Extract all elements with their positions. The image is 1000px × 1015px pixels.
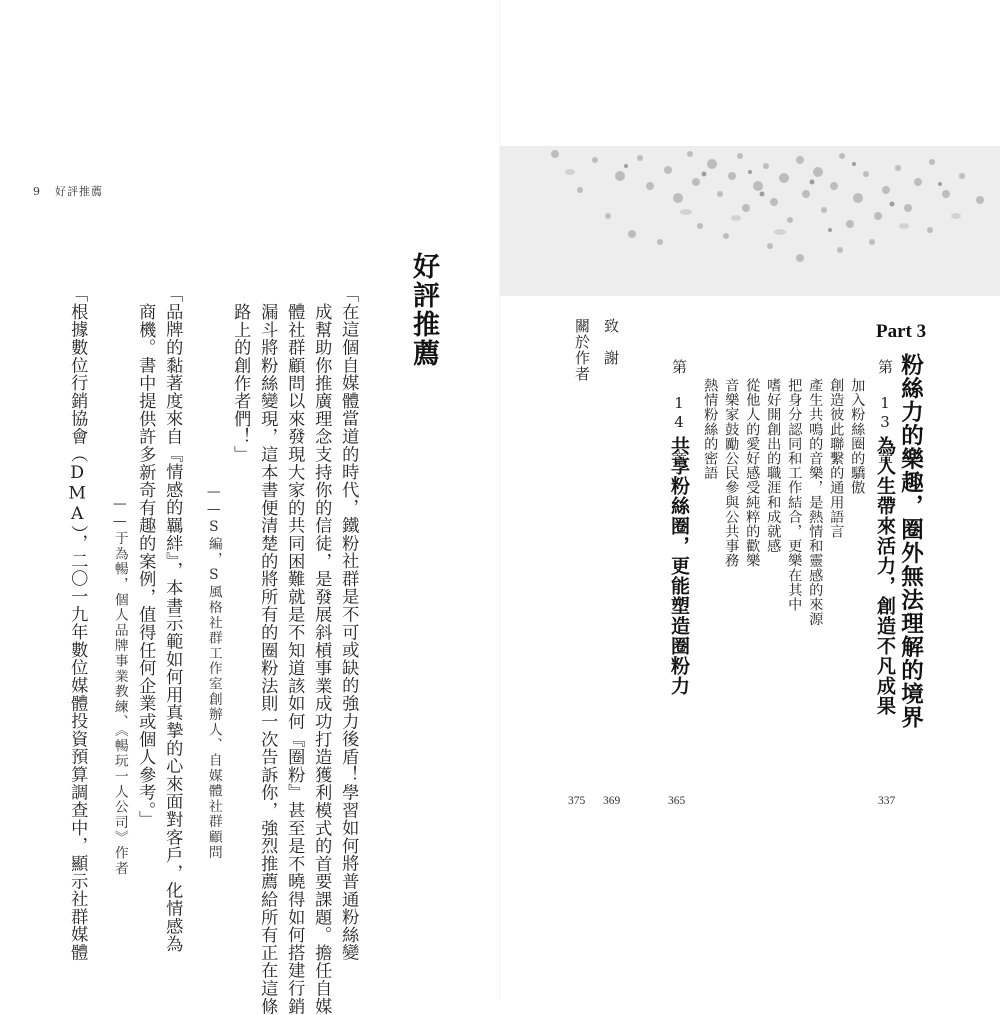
toc-section-4: 把身分認同和工作結合，更樂在其中 bbox=[786, 378, 803, 612]
endorsement-1-line-4: 漏斗將粉絲變現，這本書便清楚的將所有的圈粉法則一次告訴你，強烈推薦給所有正在這條 bbox=[257, 303, 278, 1015]
endorsement-1-line-2: 成幫助你推廣理念支持你的信徒，是發展斜槓事業成功打造獲利模式的首要課題。擔任自媒 bbox=[311, 303, 332, 1015]
toc-section-6: 從他人的愛好感受純粹的歡樂 bbox=[744, 378, 761, 568]
part-title: 粉絲力的樂趣，圈外無法理解的境界 bbox=[897, 353, 924, 729]
endorsement-2-attribution: ——于為暢，個人品牌事業教練、《暢玩一人公司》作者 bbox=[111, 496, 128, 876]
toc-section-1: 加入粉絲圈的驕傲 bbox=[849, 378, 866, 495]
endorsement-2-line-2: 商機。書中提供許多新奇有趣的案例，值得任何企業或個人參考。」 bbox=[135, 303, 156, 829]
scattered-pins-illustration bbox=[500, 146, 1000, 296]
toc-section-5: 嗜好開創出的職涯和成就感 bbox=[765, 378, 782, 554]
page-number: 9 bbox=[33, 185, 41, 198]
chapter-14-title: 共享粉絲圈，更能塑造圈粉力 bbox=[668, 436, 690, 696]
toc-section-8: 熱情粉絲的密語 bbox=[702, 378, 719, 481]
acknowledgements-page: 369 bbox=[603, 795, 621, 807]
endorsement-3-line-1: 「根據數位行銷協會（DMA），二〇一九年數位媒體投資預算調查中，顯示社群媒體 bbox=[67, 285, 88, 962]
chapter-14-label: 第 14 章 bbox=[670, 359, 688, 467]
toc-section-3: 產生共鳴的音樂，是熱情和靈感的來源 bbox=[807, 378, 824, 627]
about-author-page: 375 bbox=[568, 795, 586, 807]
endorsement-1-line-3: 體社群顧問以來發現大家的共同困難就是不知道該如何『圈粉』甚至是不曉得如何搭建行銷 bbox=[284, 303, 305, 1015]
acknowledgements-label: 致 謝 bbox=[602, 318, 620, 366]
about-author-label: 關於作者 bbox=[573, 318, 591, 382]
endorsement-1-attribution: ——S編，S風格社群工作室創辦人、自媒體社群顧問 bbox=[205, 484, 222, 860]
chapter-14-page: 365 bbox=[668, 795, 686, 807]
endorsement-1-line-1: 「在這個自媒體當道的時代，鐵粉社群是不可或缺的強力後盾！學習如何將普通粉絲變 bbox=[338, 285, 359, 962]
decorative-banner bbox=[500, 146, 1000, 296]
chapter-13-label: 第 13 章 bbox=[876, 359, 894, 467]
running-header bbox=[33, 183, 103, 199]
page-title: 好評推薦 bbox=[408, 252, 439, 368]
toc-section-7: 音樂家鼓勵公民參與公共事務 bbox=[723, 378, 740, 568]
toc-section-2: 創造彼此聯繫的通用語言 bbox=[828, 378, 845, 539]
chapter-13-page: 337 bbox=[878, 795, 896, 807]
chapter-13-title: 為人生帶來活力，創造不凡成果 bbox=[874, 436, 896, 716]
endorsement-2-line-1: 「品牌的黏著度來自『情感的羈絆』，本書示範如何用真摯的心來面對客戶，化情感為 bbox=[162, 285, 183, 953]
running-head-title: 好評推薦 bbox=[55, 185, 103, 198]
endorsement-1-line-5: 路上的創作者們！」 bbox=[230, 303, 251, 464]
part-label: Part 3 bbox=[876, 321, 927, 342]
